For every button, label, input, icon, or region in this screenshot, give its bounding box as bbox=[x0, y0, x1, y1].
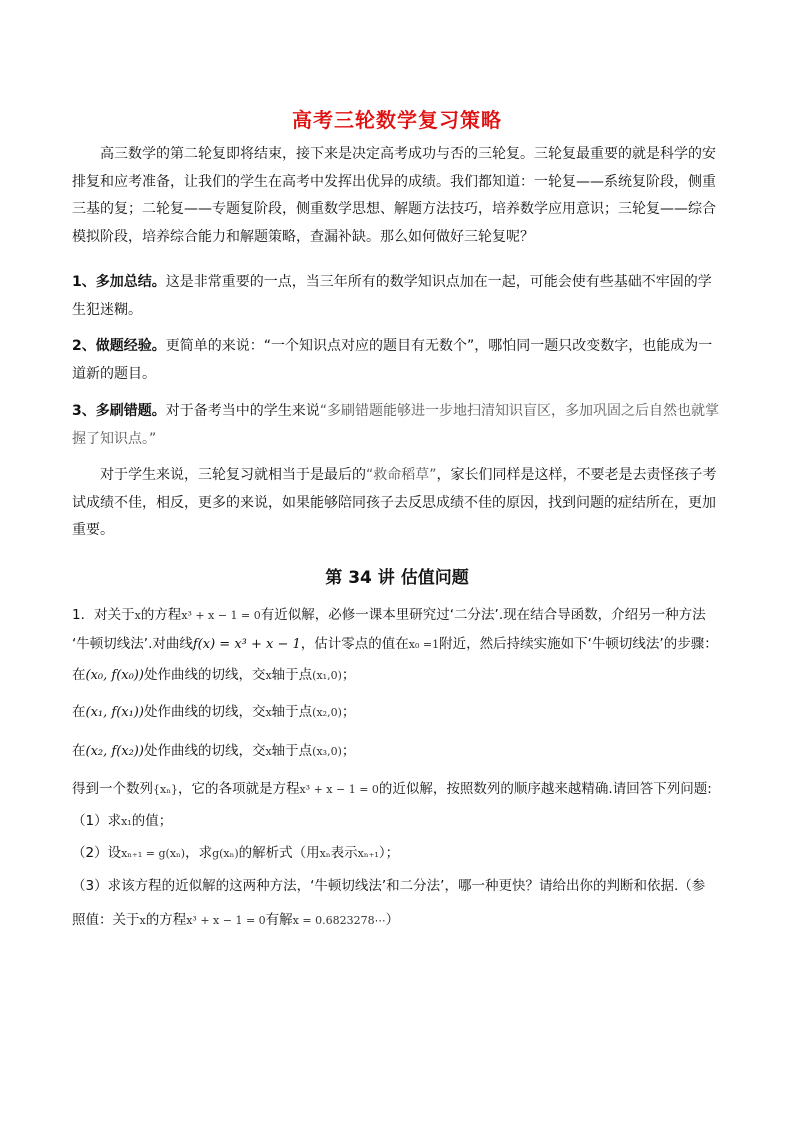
math-function: f(x) = x³ + x − 1 bbox=[192, 637, 301, 652]
text: ； bbox=[341, 743, 356, 759]
text: （2）设 bbox=[72, 845, 122, 861]
lecture-title: 第 34 讲 估值问题 bbox=[325, 568, 469, 588]
tip-3 bbox=[72, 398, 724, 453]
problem-line-1 bbox=[72, 605, 732, 626]
text: 处作曲线的切线，交 bbox=[143, 743, 266, 759]
text: 照值：关于 bbox=[72, 912, 140, 928]
text: 在 bbox=[72, 667, 86, 683]
question-2 bbox=[72, 843, 732, 864]
text: 的解析式（用 bbox=[238, 845, 320, 861]
math-var: x bbox=[265, 669, 272, 682]
text: 的值； bbox=[131, 813, 173, 829]
tip-heading: 3、多刷错题。 bbox=[72, 403, 166, 419]
closing-text: 对于学生来说，三轮复习就相当于是最后的 bbox=[100, 467, 366, 483]
text: 处作曲线的切线，交 bbox=[143, 667, 266, 683]
tip-heading: 2、做题经验。 bbox=[72, 338, 166, 354]
math-var: x bbox=[139, 914, 146, 927]
math-equation: x³ + x − 1 = 0 bbox=[299, 783, 379, 796]
math-var: x bbox=[134, 609, 141, 622]
text: （1）求 bbox=[72, 813, 122, 829]
tip-1 bbox=[72, 269, 724, 324]
text: 附近，然后持续实施如下‘牛顿切线法’的步骤： bbox=[439, 636, 718, 652]
text: （3）求该方程的近似解的这两种方法，‘牛顿切线法’和二分法’，哪一种更快？请给出你的判断和依据.（参 bbox=[72, 878, 706, 894]
text: 有近似解，必修一课本里研究过‘二分法’.现在结合导函数，介绍另一种方法 bbox=[260, 607, 706, 623]
question-3 bbox=[72, 876, 732, 896]
math-point: (x₁,0) bbox=[312, 669, 342, 682]
text: 在 bbox=[72, 743, 86, 759]
math-point: (x₃,0) bbox=[312, 745, 342, 758]
text: 轴于点 bbox=[271, 743, 313, 759]
text: 的方程 bbox=[145, 912, 187, 928]
text: ）； bbox=[378, 845, 400, 861]
closing-paragraph bbox=[72, 462, 724, 545]
math-function: g(xₙ) bbox=[212, 847, 239, 860]
intro-paragraph: 高三数学的第二轮复即将结束，接下来是决定高考成功与否的三轮复。三轮复最重要的就是科学的安排复和应考准备，让我们的学生在高考中发挥出优异的成绩。我们都知道：一轮复——系统复阶段，侧重三基的复；二轮复——专题复阶段，侧重数学思想、解题方法技巧，培养数学应用意识；三轮复——综合模拟阶段，培养综合能力和解题策略，查漏补缺。那么如何做好三轮复呢？ bbox=[72, 146, 716, 245]
text: ； bbox=[341, 704, 356, 720]
math-var: xₙ₊₁ bbox=[357, 847, 379, 860]
text: 的方程 bbox=[140, 607, 182, 623]
closing-quote: “救命稻草” bbox=[366, 467, 437, 483]
math-x0: x₀ =1 bbox=[408, 638, 440, 651]
page-title: 高考三轮数学复习策略 bbox=[292, 108, 502, 132]
tip-text: 这是非常重要的一点，当三年所有的数学知识点加在一起，可能会使有些基础不牢固的学生犯迷糊。 bbox=[72, 274, 712, 318]
question-1 bbox=[72, 811, 732, 832]
math-recurrence: xₙ₊₁ = g(xₙ) bbox=[121, 847, 186, 860]
step-line-2 bbox=[72, 702, 732, 723]
tip-heading: 1、多加总结。 bbox=[72, 274, 166, 290]
math-equation: x³ + x − 1 = 0 bbox=[181, 609, 261, 622]
text: ） bbox=[385, 912, 400, 928]
math-var: x bbox=[265, 745, 272, 758]
tip-text: 对于备考当中的学生来说 bbox=[165, 403, 320, 419]
math-point: (x₂,0) bbox=[312, 706, 342, 719]
text: 表示 bbox=[330, 845, 358, 861]
text: ，它的各项就是方程 bbox=[177, 781, 300, 797]
tip-2 bbox=[72, 333, 724, 388]
text: ； bbox=[341, 667, 356, 683]
closing-text: ，家长们同样是这样，不要老是去责怪孩子考试成绩不佳，相反，更多的来说，如果能够陪同孩子去反思成绩不佳的原因，找到问题的症结所在，更加重要。 bbox=[72, 467, 717, 538]
text: ，求 bbox=[185, 845, 213, 861]
math-solution: x = 0.6823278⋯ bbox=[292, 914, 386, 927]
question-3-cont bbox=[72, 910, 732, 931]
sequence-line bbox=[72, 779, 732, 800]
math-point: (x₀, f(x₀)) bbox=[85, 668, 144, 683]
step-line-1 bbox=[72, 665, 732, 686]
problem-line-2 bbox=[72, 634, 732, 655]
math-var: x₁ bbox=[121, 815, 132, 828]
text: 得到一个数列 bbox=[72, 781, 153, 797]
text: 处作曲线的切线，交 bbox=[143, 704, 266, 720]
math-point: (x₂, f(x₂)) bbox=[85, 744, 144, 759]
text: ，估计零点的值在 bbox=[300, 636, 409, 652]
math-point: (x₁, f(x₁)) bbox=[85, 705, 144, 720]
text: 有解 bbox=[265, 912, 293, 928]
text: 在 bbox=[72, 704, 86, 720]
math-equation: x³ + x − 1 = 0 bbox=[186, 914, 266, 927]
text: 轴于点 bbox=[271, 667, 313, 683]
math-sequence: {xₙ} bbox=[153, 783, 178, 796]
tip-quote: “多刷错题能够进一步地扫清知识盲区，多加巩固之后自然也就掌握了知识点。” bbox=[72, 403, 720, 447]
tip-text: 更简单的来说：“一个知识点对应的题目有无数个”，哪怕同一题只改变数字，也能成为一道新的题目。 bbox=[72, 338, 713, 382]
text: 轴于点 bbox=[271, 704, 313, 720]
math-var: x bbox=[265, 706, 272, 719]
text: 1．对关于 bbox=[72, 607, 135, 623]
text: ‘牛顿切线法’.对曲线 bbox=[72, 636, 193, 652]
text: 的近似解，按照数列的顺序越来越精确.请回答下列问题: bbox=[378, 781, 712, 797]
math-var: xₙ bbox=[319, 847, 331, 860]
step-line-3 bbox=[72, 741, 732, 762]
